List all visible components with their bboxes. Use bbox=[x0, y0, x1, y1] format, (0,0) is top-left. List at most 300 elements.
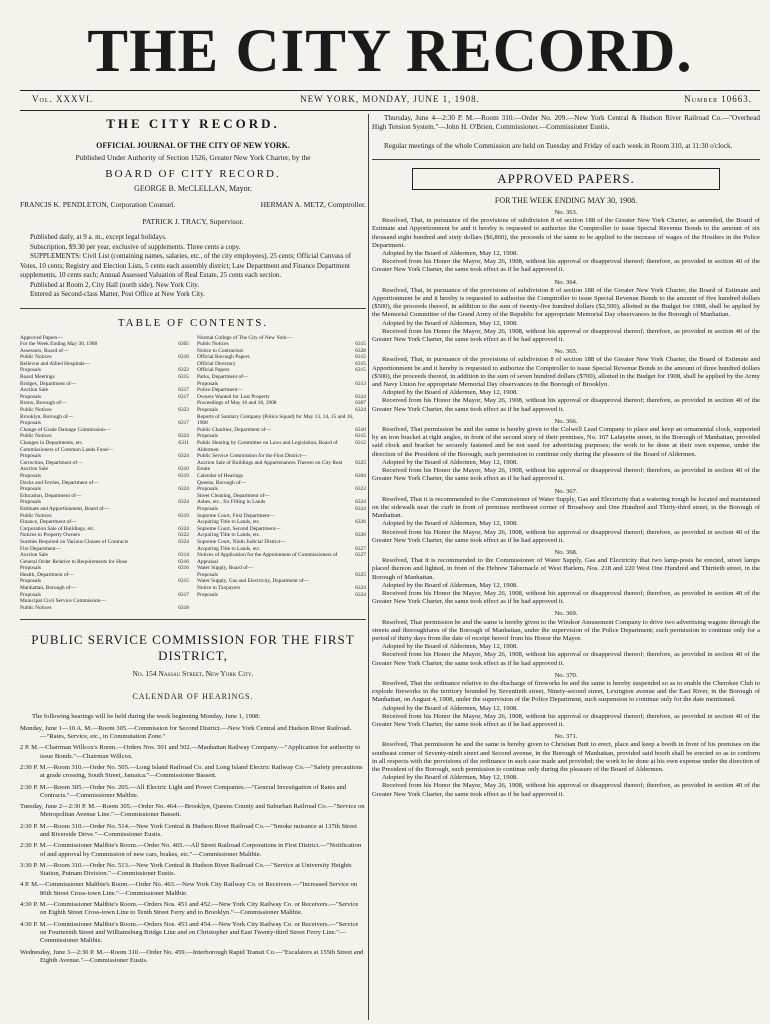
toc-entry-title: Proposals bbox=[197, 380, 218, 387]
journal-subtitle: OFFICIAL JOURNAL OF THE CITY OF NEW YORK. bbox=[96, 141, 290, 150]
toc-entry bbox=[197, 526, 366, 533]
toc-entry bbox=[20, 499, 189, 506]
resolution-adopted: Adopted by the Board of Aldermen, May 12, 1908. bbox=[382, 250, 518, 258]
toc-entry-title: Proposals bbox=[20, 453, 41, 460]
toc-entry bbox=[20, 433, 189, 440]
hearings-list bbox=[20, 713, 366, 965]
toc-entry-page: 6317 bbox=[178, 387, 189, 394]
toc-entry-title: Finance, Department of— bbox=[20, 519, 77, 526]
journal-heading: THE CITY RECORD. bbox=[106, 116, 280, 131]
toc-entry-page: 6311 bbox=[178, 440, 189, 446]
toc-entry bbox=[20, 552, 189, 559]
resolution-text: Resolved, That it is recommended to the Commissioner of Water Supply, Gas and Electricity that a watering trough be located and maintained on the sidewalk near the curb in front of premises northwest corner of Broadway and One Hundred and Thirty-third street, in the Borough of Manhattan. bbox=[372, 495, 760, 520]
section-rule bbox=[20, 619, 366, 620]
week-ending-heading: FOR THE WEEK ENDING MAY 30, 1908. bbox=[494, 196, 638, 205]
resolution-text: Resolved, That permission be and the same is hereby given to Christian Butt to erect, place and keep a booth in front of his premises on the southeast corner of Seventy-ninth street and Second avenue, in the Borough of Manhattan, provided said booth shall be erected so as to conform in all respects with the provisions of the ordinance in such case made and provided; the work to be done at his own expense under the direction of the President of the Borough, such permission to continue only during the pleasure of the Board of Aldermen. bbox=[372, 741, 760, 773]
publication-schedule: Published daily, at 9 a. m., except legal holidays. bbox=[30, 233, 167, 241]
toc-entry-page: 6326 bbox=[355, 519, 366, 526]
toc-entry-title: Police Department— bbox=[197, 387, 243, 394]
toc-entry-title: Proposals bbox=[197, 571, 218, 578]
resolution-adopted: Adopted by the Board of Aldermen, May 12, 1908. bbox=[382, 643, 518, 651]
toc-entry-title: Commissioners of Common Lands Fund— bbox=[20, 446, 114, 453]
toc-entry-page bbox=[186, 546, 189, 553]
toc-entry-title: Auction Sale of Buildings and Appurtenances Thereto on City Real Estate bbox=[197, 459, 343, 473]
toc-entry-page bbox=[186, 598, 189, 605]
top-hearing-item bbox=[372, 114, 760, 132]
toc-entry bbox=[197, 592, 366, 599]
officers-row bbox=[20, 200, 366, 209]
resolution-received: Received from his Honor the Mayor, May 26, 1908, without his approval or disapproval thereof; therefore, as provided in section 40 of the Greater New York Charter, the same took effect as if he had approved it. bbox=[372, 651, 760, 667]
toc-entry-page bbox=[363, 539, 366, 546]
toc-entry-page bbox=[186, 572, 189, 579]
toc-entry bbox=[20, 546, 189, 553]
toc-entry-page bbox=[186, 400, 189, 407]
toc-entry-title: Owners Wanted for Lost Property bbox=[197, 393, 270, 400]
resolution-number: No. 369. bbox=[554, 610, 578, 618]
toc-entry-page: 6327 bbox=[355, 552, 366, 559]
toc-entry bbox=[197, 374, 366, 381]
toc-entry-title: Sureties Required on Various Classes of Contracts bbox=[20, 538, 129, 545]
toc-entry-title: Proposals bbox=[20, 393, 41, 400]
toc-entry-title: Proposals bbox=[197, 486, 218, 493]
toc-entry-page: 6323 bbox=[178, 407, 189, 414]
toc-entry-page: 6315 bbox=[355, 341, 366, 348]
toc-entry-page: 6324 bbox=[178, 453, 189, 460]
toc-entry-title: Water Supply, Gas and Electricity, Department of— bbox=[197, 578, 310, 585]
toc-entry-title: Public Notices bbox=[20, 604, 52, 611]
toc-entry-title: Public Hearing by Committee on Laws and Legislation, Board of Aldermen bbox=[197, 440, 338, 453]
supervisor-line: PATRICK J. TRACY, Supervisor. bbox=[142, 217, 244, 226]
hearing-entry: 2:30 P. M.—Room 305.—Order No. 205.—All Electric Light and Power Companies.—"General Investigation of Rates and Contracts."—Commissioner Maltbie. bbox=[20, 783, 347, 799]
toc-entry-page: 6324 bbox=[355, 505, 366, 512]
resolution-text: Resolved, That, in pursuance of the provisions of subdivision 8 of section 188 of the Greater New York Charter, as amended, the Board of Estimate and Apportionment be and it hereby is requested to authorize the Comptroller to issue Special Revenue Bonds to the amount of six thousand eight hundred and sixty dollars ($6,860), the proceeds of the same to be applied to the increase of wages of the Hostlers in the Police Department. bbox=[372, 217, 760, 249]
toc-entry-page bbox=[363, 526, 366, 533]
toc-entry bbox=[197, 552, 366, 565]
toc-entry bbox=[20, 493, 189, 500]
resolution-received: Received from his Honor the Mayor, May 26, 1908, without his approval or disapproval thereof; therefore, as provided in section 40 of the Greater New York Charter, the same took effect as if he had approved it. bbox=[372, 712, 760, 728]
resolution-received: Received from his Honor the Mayor, May 26, 1908, without his approval or disapproval thereof; therefore, as provided in section 40 of the Greater New York Charter, the same took effect as if he had approved it. bbox=[372, 258, 760, 274]
toc-entry bbox=[197, 499, 366, 506]
toc-entry bbox=[20, 420, 189, 427]
toc-entry bbox=[197, 387, 366, 394]
mayor-line: GEORGE B. McCLELLAN, Mayor. bbox=[134, 184, 252, 193]
toc-entry-page bbox=[186, 493, 189, 500]
toc-entry-page bbox=[363, 335, 366, 342]
resolution-received: Received from his Honor the Mayor, May 26, 1908, without his approval or disapproval thereof; therefore, as provided in section 40 of the Greater New York Charter, the same took effect as if he had approved it. bbox=[372, 467, 760, 483]
toc-entry-page: 6319 bbox=[178, 512, 189, 519]
toc-entry-title: Public Charities, Department of— bbox=[197, 426, 271, 433]
resolution-received: Received from his Honor the Mayor, May 26, 1908, without his approval or disapproval thereof; therefore, as provided in section 40 of the Greater New York Charter, the same took effect as if he had approved it. bbox=[372, 397, 760, 413]
toc-entry bbox=[20, 572, 189, 579]
toc-entry-page: 6327 bbox=[355, 545, 366, 552]
resolution-adopted: Adopted by the Board of Aldermen, May 12, 1908. bbox=[382, 458, 518, 466]
toc-entry-title: Public Notices bbox=[20, 354, 52, 361]
toc-entry-page bbox=[363, 387, 366, 394]
hearing-entry: 2:30 P. M.—Room 310.—Order No. 505.—Long Island Railroad Co. and Long Island Electric Railway Co.—"Safety precautions at grade crossing, South Street, Jamaica."—Commissioner Bassett. bbox=[20, 763, 363, 780]
resolution-number: No. 370. bbox=[554, 671, 578, 679]
toc-entry-title: Official Directory bbox=[197, 360, 236, 367]
dateline bbox=[20, 94, 760, 110]
toc-entry-title: Docks and Ferries, Department of— bbox=[20, 479, 99, 486]
toc-entry-page: 6324 bbox=[178, 433, 189, 440]
toc-entry-page: 6317 bbox=[178, 591, 189, 598]
toc-entry-title: Notices to Property Owners bbox=[20, 532, 81, 539]
toc-entry bbox=[20, 354, 189, 361]
toc-entry-title: Proposals bbox=[197, 591, 218, 598]
toc-entry-page bbox=[186, 480, 189, 487]
toc-column-left bbox=[20, 335, 189, 612]
toc-entry-page: 6315 bbox=[355, 354, 366, 361]
resolution-text: Resolved, That, in pursuance of the provisions of subdivision 8 of section 188 of the Greater New York Charter, the Board of Estimate and Apportionment be and it hereby is requested to authorize the Comptroller to issue Special Revenue Bonds to the amount of five hundred dollars ($500), the proceeds thereof, in addition to the sum of twenty-five hundred dollars ($2,500), allotted in the Budget for 1908, shall be applied by the Memorial Committee of the Grand Army of the Republic for appropriate Memorial Day observances in the Borough of Manhattan. bbox=[372, 286, 760, 319]
resolution-number: No. 371. bbox=[554, 733, 578, 741]
toc-entry-title: Auction Sale bbox=[20, 387, 48, 394]
toc-entry-page: 6324 bbox=[355, 407, 366, 414]
toc-entry bbox=[197, 565, 366, 572]
toc-entry-title: Proposals bbox=[20, 420, 41, 427]
toc-entry bbox=[20, 592, 189, 599]
toc-entry bbox=[20, 367, 189, 374]
toc-heading: TABLE OF CONTENTS. bbox=[117, 316, 269, 329]
toc-entry bbox=[20, 453, 189, 460]
toc-entry bbox=[197, 473, 366, 480]
toc-entry bbox=[197, 414, 366, 427]
resolution-adopted: Adopted by the Board of Aldermen, May 12, 1908. bbox=[382, 581, 518, 589]
toc-entry-title: Health, Department of— bbox=[20, 571, 74, 578]
resolution-number: No. 367. bbox=[554, 487, 578, 495]
approved-papers-heading: APPROVED PAPERS. bbox=[412, 168, 720, 190]
toc-entry bbox=[197, 519, 366, 526]
toc-entry-page: 6322 bbox=[178, 367, 189, 374]
toc-entry-page bbox=[186, 335, 189, 342]
toc-entry-title: Proposals bbox=[20, 565, 41, 572]
subscription-info: Subscription, $9.30 per year, exclusive of supplements. Three cents a copy. bbox=[30, 242, 241, 251]
resolution-adopted: Adopted by the Board of Aldermen, May 12, 1908. bbox=[382, 389, 518, 397]
toc-entry-title: Public Service Commission for the First District— bbox=[197, 453, 307, 460]
toc-entry-title: Water Supply, Board of— bbox=[197, 565, 254, 572]
issue-number: Number 10663. bbox=[684, 94, 752, 104]
toc-entry bbox=[197, 578, 366, 585]
board-name: BOARD OF CITY RECORD. bbox=[105, 168, 281, 180]
toc-entry-page: 6314 bbox=[178, 552, 189, 559]
resolutions-list bbox=[372, 209, 760, 799]
toc-entry-page: 6328 bbox=[355, 347, 366, 354]
toc-entry bbox=[20, 361, 189, 368]
toc-entry-page bbox=[363, 493, 366, 500]
toc-entry-page: 6325 bbox=[355, 571, 366, 578]
hearing-entry: Wednesday, June 3—2:30 P. M.—Room 310.—Order No. 459.—Interborough Rapid Transit Co.—"Escalators at 155th Street and Eighth Avenue."—Commissioner Eustis. bbox=[20, 948, 364, 964]
toc-entry bbox=[20, 605, 189, 612]
toc-entry bbox=[197, 400, 366, 407]
toc-entry-title: Official Papers bbox=[197, 367, 230, 374]
toc-entry bbox=[197, 513, 366, 520]
right-column bbox=[372, 114, 760, 1020]
toc-entry-title: Approved Papers— bbox=[20, 334, 63, 341]
toc-entry-title: Supreme Court, Ninth Judicial District— bbox=[197, 538, 286, 545]
toc-entry-page: 6324 bbox=[178, 499, 189, 506]
toc-entry bbox=[197, 506, 366, 513]
toc-entry-page bbox=[186, 585, 189, 592]
psc-address: No. 154 Nassau Street, New York City. bbox=[132, 669, 254, 679]
toc-entry-title: Proposals bbox=[197, 407, 218, 414]
toc-entry bbox=[20, 539, 189, 546]
toc-entry bbox=[20, 400, 189, 407]
toc-entry bbox=[197, 460, 366, 473]
toc-entry-title: Public Notices bbox=[20, 512, 52, 519]
toc-entry-page: 6324 bbox=[355, 499, 366, 506]
regular-meetings bbox=[372, 142, 760, 151]
resolution-adopted: Adopted by the Board of Aldermen, May 12, 1908. bbox=[382, 774, 518, 782]
toc-entry-title: Correction, Department of— bbox=[20, 459, 83, 466]
toc-entry bbox=[20, 335, 189, 342]
toc-entry bbox=[197, 539, 366, 546]
resolution-adopted: Adopted by the Board of Aldermen, May 12, 1908. bbox=[382, 704, 518, 712]
toc-entry-page bbox=[186, 414, 189, 421]
toc-entry-title: Public Notices bbox=[20, 407, 52, 414]
resolution-number: No. 366. bbox=[554, 417, 578, 425]
toc-entry bbox=[197, 440, 366, 453]
toc-entry-page: 6305 bbox=[178, 341, 189, 348]
toc-entry-page bbox=[186, 427, 189, 434]
toc-entry-title: Proposals bbox=[20, 367, 41, 374]
toc-entry-title: Acquiring Title to Lands, etc. bbox=[197, 519, 261, 526]
toc-entry-page bbox=[363, 374, 366, 381]
hearing-entry: 4:30 P. M.—Commissioner Maltbie's Room.—Orders Nos. 451 and 452.—New York City Railway Co. or Receivers.—"Service on Eighth Street Cross-town Line to Tenth Street Ferry and to Brooklyn."—Commissioner Maltbie. bbox=[20, 901, 359, 917]
toc-entry-page bbox=[363, 480, 366, 487]
toc-entry bbox=[197, 585, 366, 592]
toc-entry-title: Normal College of The City of New York— bbox=[197, 334, 293, 341]
toc-entry bbox=[20, 598, 189, 605]
hearing-entry: Tuesday, June 2—2:30 P. M.—Room 305.—Order No. 464.—Brooklyn, Queens County and Suburban Railroad Co.—"Service on Metropolitan Avenue Line."—Commissioner Bassett. bbox=[20, 803, 365, 819]
resolution-received: Received from his Honor the Mayor, May 26, 1908, without his approval or disapproval thereof; therefore, as provided in section 40 of the Greater New York Charter, the same took effect as if he had approved it. bbox=[372, 589, 760, 606]
toc-entry-title: Public Notices bbox=[20, 433, 52, 440]
resolution-number: No. 368. bbox=[554, 548, 578, 556]
toc-column-right bbox=[197, 335, 366, 612]
toc-entry-page: 6324 bbox=[178, 486, 189, 493]
toc-entry-title: Proposals bbox=[197, 505, 218, 512]
toc-entry-page bbox=[186, 506, 189, 513]
hearing-entry: 3:30 P. M.—Room 310.—Order No. 513.—New York Central & Hudson River Railroad Co.—"Service at University Heights Station, Putnam Division."—Commissioner Eustis. bbox=[20, 861, 352, 878]
toc-entry-title: Brooklyn, Borough of— bbox=[20, 413, 74, 420]
toc-entry-title: Bellevue and Allied Hospitals— bbox=[20, 360, 90, 367]
toc-entry bbox=[197, 486, 366, 493]
toc-entry-title: Proposals bbox=[20, 578, 41, 585]
toc-entry-title: Manhattan, Borough of— bbox=[20, 585, 76, 592]
toc-entry-title: Street Cleaning, Department of— bbox=[197, 492, 270, 499]
hearing-entry: 2 P. M.—Chairman Willcox's Room.—Orders Nos. 501 and 502.—Manhattan Railway Company.—"Application for authority to issue Bonds."—Chairman Willcox. bbox=[20, 744, 361, 760]
toc-entry-page: 6324 bbox=[355, 591, 366, 598]
toc-entry bbox=[20, 460, 189, 467]
toc-entry-title: Calendar of Hearings bbox=[197, 472, 244, 479]
toc-entry-title: Proposals bbox=[20, 591, 41, 598]
masthead-title: THE CITY RECORD. bbox=[87, 18, 693, 85]
toc-entry bbox=[20, 427, 189, 434]
comptroller-line: HERMAN A. METZ, Comptroller. bbox=[260, 200, 366, 209]
toc-entry bbox=[20, 381, 189, 388]
toc-entry bbox=[20, 519, 189, 526]
toc-entry bbox=[20, 387, 189, 394]
hearing-entry: Monday, June 1—10 A. M.—Room 305.—Commission for Second District.—New York Central and Hudson River Railroad.—"Rates, Service, etc., in Commutation Zone." bbox=[20, 724, 352, 741]
toc-entry-page: 6312 bbox=[355, 440, 366, 446]
toc-entry-title: Fire Department— bbox=[20, 545, 61, 552]
postal-entry: Entered as Second-class Matter, Post Office at New York City. bbox=[30, 290, 205, 298]
calendar-heading: CALENDAR OF HEARINGS. bbox=[132, 692, 254, 702]
toc-entry-page bbox=[363, 578, 366, 585]
toc-entry-page: 6307 bbox=[355, 400, 366, 407]
hearing-entry: 2:30 P. M.—Commissioner Maltbie's Room.—Order No. 465.—All Street Railroad Corporations in First District.—"Notification of and approval by Commission of new cars, brakes, etc."—Commissioner Maltbie. bbox=[20, 842, 362, 858]
resolution-text: Resolved, That permission be and the same is hereby given to the Windsor Amusement Company to drive two advertising wagons through the streets and thoroughfares of the Borough of Manhattan, under the supervision of the Police Department; such permission to continue only for a period of thirty days from the date of receipt hereof from his Honor the Mayor. bbox=[372, 618, 760, 642]
toc-entry-page bbox=[186, 361, 189, 368]
toc-entry-title: Change of Grade Damage Commission— bbox=[20, 426, 111, 433]
section-rule bbox=[20, 308, 366, 309]
toc-entry bbox=[20, 407, 189, 414]
toc-entry-page: 6324 bbox=[178, 538, 189, 545]
toc-entry-title: Acquiring Title to Lands, etc. bbox=[197, 532, 261, 539]
toc-entry bbox=[20, 341, 189, 348]
resolution-adopted: Adopted by the Board of Aldermen, May 12, 1908. bbox=[382, 520, 518, 528]
toc-entry-page: 6318 bbox=[178, 604, 189, 611]
toc-entry-title: Board Meetings bbox=[20, 374, 55, 381]
toc-entry-page: 6317 bbox=[178, 393, 189, 400]
resolution-text: Resolved, That, in pursuance of the provisions of subdivision 8 of section 188 of the Greater New York Charter, the Board of Estimate and Apportionment be and it hereby is requested to authorize the Comptroller to issue Special Revenue Bonds to the amount of three hundred dollars ($300), the proceeds thereof, in addition to the sum of seven hundred dollars ($700), allotted in the Budget for 1908, shall be applied by the Army and Navy Union for appropriate Memorial Day observances in the Borough of Brooklyn. bbox=[372, 356, 760, 389]
toc-entry-page bbox=[363, 453, 366, 460]
psc-heading: PUBLIC SERVICE COMMISSION FOR THE FIRST DISTRICT, bbox=[31, 632, 355, 664]
toc-entry bbox=[197, 381, 366, 388]
column-divider bbox=[368, 114, 369, 1020]
toc-entry-title: Auction Sale bbox=[20, 552, 48, 559]
toc-entry-page: 6319 bbox=[178, 472, 189, 479]
toc-entry bbox=[20, 486, 189, 493]
hearing-entry: 4:30 P. M.—Commissioner Maltbie's Room.—Orders Nos. 453 and 454.—New York City Railway Co. or Receivers.—"Service on Fourteenth Street and Williamsburg Bridge Line and on Christopher and East Twenty-third Street Ferry Line."—Commissioner Maltbie. bbox=[20, 920, 359, 945]
toc-entry-title: Education, Department of— bbox=[20, 492, 82, 499]
toc-entry-page bbox=[186, 447, 189, 454]
toc-entry-page bbox=[186, 519, 189, 526]
toc-entry-page: 6316 bbox=[178, 354, 189, 361]
toc-entry-page: 6315 bbox=[355, 360, 366, 367]
toc-entry bbox=[20, 440, 189, 447]
counsel-line: FRANCIS K. PENDLETON, Corporation Counsel. bbox=[20, 200, 176, 209]
toc-entry-title: Corporation Sale of Buildings, etc. bbox=[20, 525, 96, 532]
toc-entry-page: 6315 bbox=[178, 374, 189, 381]
toc-entry-title: Supreme Court, Second Department— bbox=[197, 525, 281, 532]
resolution-received: Received from his Honor the Mayor, May 26, 1908, without his approval or disapproval thereof; therefore, as provided in section 40 of the Greater New York Charter, the same took effect as if he had approved it. bbox=[372, 782, 760, 798]
toc-entry bbox=[20, 585, 189, 592]
hearing-entry: The following hearings will be held during the week beginning Monday, June 1, 1908: bbox=[32, 713, 261, 721]
section-rule bbox=[372, 159, 760, 160]
regular-meetings-text: Regular meetings of the whole Commission are held on Tuesday and Friday of each week in Room 310, at 11:30 o'clock. bbox=[384, 142, 733, 150]
toc-entry-title: Parks, Department of— bbox=[197, 374, 249, 381]
toc-entry-title: Queens, Borough of— bbox=[197, 479, 246, 486]
toc-entry bbox=[20, 447, 189, 454]
toc-entry-page bbox=[363, 414, 366, 427]
toc-entry bbox=[197, 433, 366, 440]
toc-entry-page: 6325 bbox=[355, 459, 366, 466]
toc-entry-page: 6315 bbox=[178, 578, 189, 585]
toc-entry-page: 6310 bbox=[178, 466, 189, 473]
toc-entry-title: Estimate and Apportionment, Board of— bbox=[20, 505, 110, 512]
resolution-text: Resolved, That permission be and the same is hereby given to the Colwell Lead Company to place and keep an ornamental clock, supported by an iron bracket at right angles, in front of the second story of their premises, No. 167 Lafayette street, in the Borough of Manhattan, provided said clock and bracket be securely fastened and be not used for advertising purposes; the work to be done at their own expense, under the direction of the President of the Borough; such permission to continue only during the pleasure of the Board of Aldermen. bbox=[372, 426, 760, 458]
resolution-number: No. 364. bbox=[554, 278, 578, 286]
toc-entry-title: Notices of Application for the Appointment of Commissioners of Appraisal bbox=[197, 552, 338, 565]
toc-entry-title: For the Week Ending May 30, 1908 bbox=[20, 341, 98, 348]
toc-entry-title: Proposals bbox=[197, 433, 218, 440]
toc-entry-title: Official Borough Papers bbox=[197, 354, 250, 361]
toc-entry-page bbox=[186, 348, 189, 355]
toc-entry bbox=[20, 473, 189, 480]
toc-entry-title: Bridges, Department of— bbox=[20, 380, 77, 387]
toc-entry-page: 6313 bbox=[355, 380, 366, 387]
toc-entry bbox=[20, 480, 189, 487]
toc-entry-title: Notice to Taxpayers bbox=[197, 585, 241, 592]
authority-line: Published Under Authority of Section 1526, Greater New York Charter, by the bbox=[75, 153, 311, 162]
left-column bbox=[20, 114, 366, 1020]
resolution-received: Received from his Honor the Mayor, May 26, 1908, without his approval or disapproval thereof; therefore, as provided in section 40 of the Greater New York Charter, the same took effect as if he had approved it. bbox=[372, 327, 760, 344]
toc-entry-title: Reports of Sanitary Company (Police Squad) for May 13, 14, 15 and 16, 1908 bbox=[197, 413, 354, 427]
publication-info bbox=[20, 233, 366, 300]
supplements-info: SUPPLEMENTS: Civil List (containing names, salaries, etc., of the city employees), 25 cents; Official Canvass of Votes, 10 cents; Registry and Election Lists, 5 cents each assembly district; Law Department and Finance Department supplements, 10 cents each; Annual Assessed Valuation of Real Estate, 25 cents each section. bbox=[20, 252, 352, 279]
toc-entry bbox=[197, 453, 366, 460]
toc-entry-page: 6323 bbox=[355, 486, 366, 493]
toc-entry bbox=[197, 480, 366, 487]
toc-entry bbox=[197, 341, 366, 348]
toc-entry-title: Auction Sale bbox=[20, 466, 48, 473]
toc-entry-title: Notice to Contractors bbox=[197, 347, 244, 354]
toc-entry bbox=[20, 506, 189, 513]
toc-entry-page: 6316 bbox=[178, 558, 189, 565]
toc-entry-page: 6324 bbox=[355, 393, 366, 400]
toc-entry-page: 6315 bbox=[355, 433, 366, 440]
toc-entry-page: 6326 bbox=[355, 532, 366, 539]
toc-entry-page: 6324 bbox=[178, 525, 189, 532]
toc-entry-title: Proceedings of May 16 and 18, 1908 bbox=[197, 400, 277, 407]
toc-entry bbox=[197, 335, 366, 342]
toc-entry bbox=[197, 354, 366, 361]
office-address: Published at Room 2, City Hall (north side), New York City. bbox=[30, 280, 200, 289]
hearing-entry: 2:30 P. M.—Room 310.—Order No. 514.—New York Central & Hudson River Railroad Co.—"Smoke nuisance at 137th Street and Riverside Drive."—Commissioner Eustis. bbox=[20, 822, 357, 838]
toc-entry bbox=[20, 565, 189, 572]
toc-entry-page bbox=[363, 513, 366, 520]
resolution-number: No. 363. bbox=[554, 209, 578, 216]
toc-entry-title: Changes in Departments, etc. bbox=[20, 440, 84, 446]
toc-entry-title: Supreme Court, First Department— bbox=[197, 512, 275, 519]
toc-entry bbox=[20, 348, 189, 355]
toc-entry-title: Assessors, Board of— bbox=[20, 347, 69, 354]
toc-entry-page: 6310 bbox=[355, 426, 366, 433]
toc-entry bbox=[197, 427, 366, 434]
toc-entry bbox=[20, 559, 189, 566]
resolution-number: No. 365. bbox=[554, 348, 578, 356]
volume-number: Vol. XXXVI. bbox=[32, 94, 94, 104]
masthead-rule-top bbox=[20, 90, 760, 91]
toc-entry-page bbox=[186, 460, 189, 467]
masthead-rule-bottom bbox=[20, 110, 760, 111]
toc-entry bbox=[20, 374, 189, 381]
toc-entry-page: 6315 bbox=[355, 367, 366, 374]
toc-entry bbox=[20, 532, 189, 539]
resolution-text: Resolved, That it is recommended to the Commissioner of Water Supply, Gas and Electricity that two lamp-posts be erected, street lamps placed thereon and lighted, in front of the Hebrew Tabernacle of West Harlem, Nos. 218 and 220 West One Hundred and Thirtieth street, in the Borough of Manhattan. bbox=[372, 557, 760, 581]
toc-entry bbox=[197, 532, 366, 539]
toc-entry-title: Ashes, etc., for Filling in Lands bbox=[197, 499, 266, 506]
toc-entry-title: Proposals bbox=[20, 499, 41, 506]
issue-date: NEW YORK, MONDAY, JUNE 1, 1908. bbox=[300, 94, 480, 104]
toc-entry-page: 6316 bbox=[178, 565, 189, 572]
toc-entry-title: Proposals bbox=[20, 472, 41, 479]
resolution-adopted: Adopted by the Board of Aldermen, May 12, 1908. bbox=[382, 319, 518, 327]
toc-entry bbox=[197, 407, 366, 414]
toc-entry-page bbox=[363, 565, 366, 572]
toc-entry bbox=[20, 466, 189, 473]
toc-entry-page: 6322 bbox=[178, 532, 189, 539]
toc-entry-title: Public Notices bbox=[197, 341, 229, 348]
